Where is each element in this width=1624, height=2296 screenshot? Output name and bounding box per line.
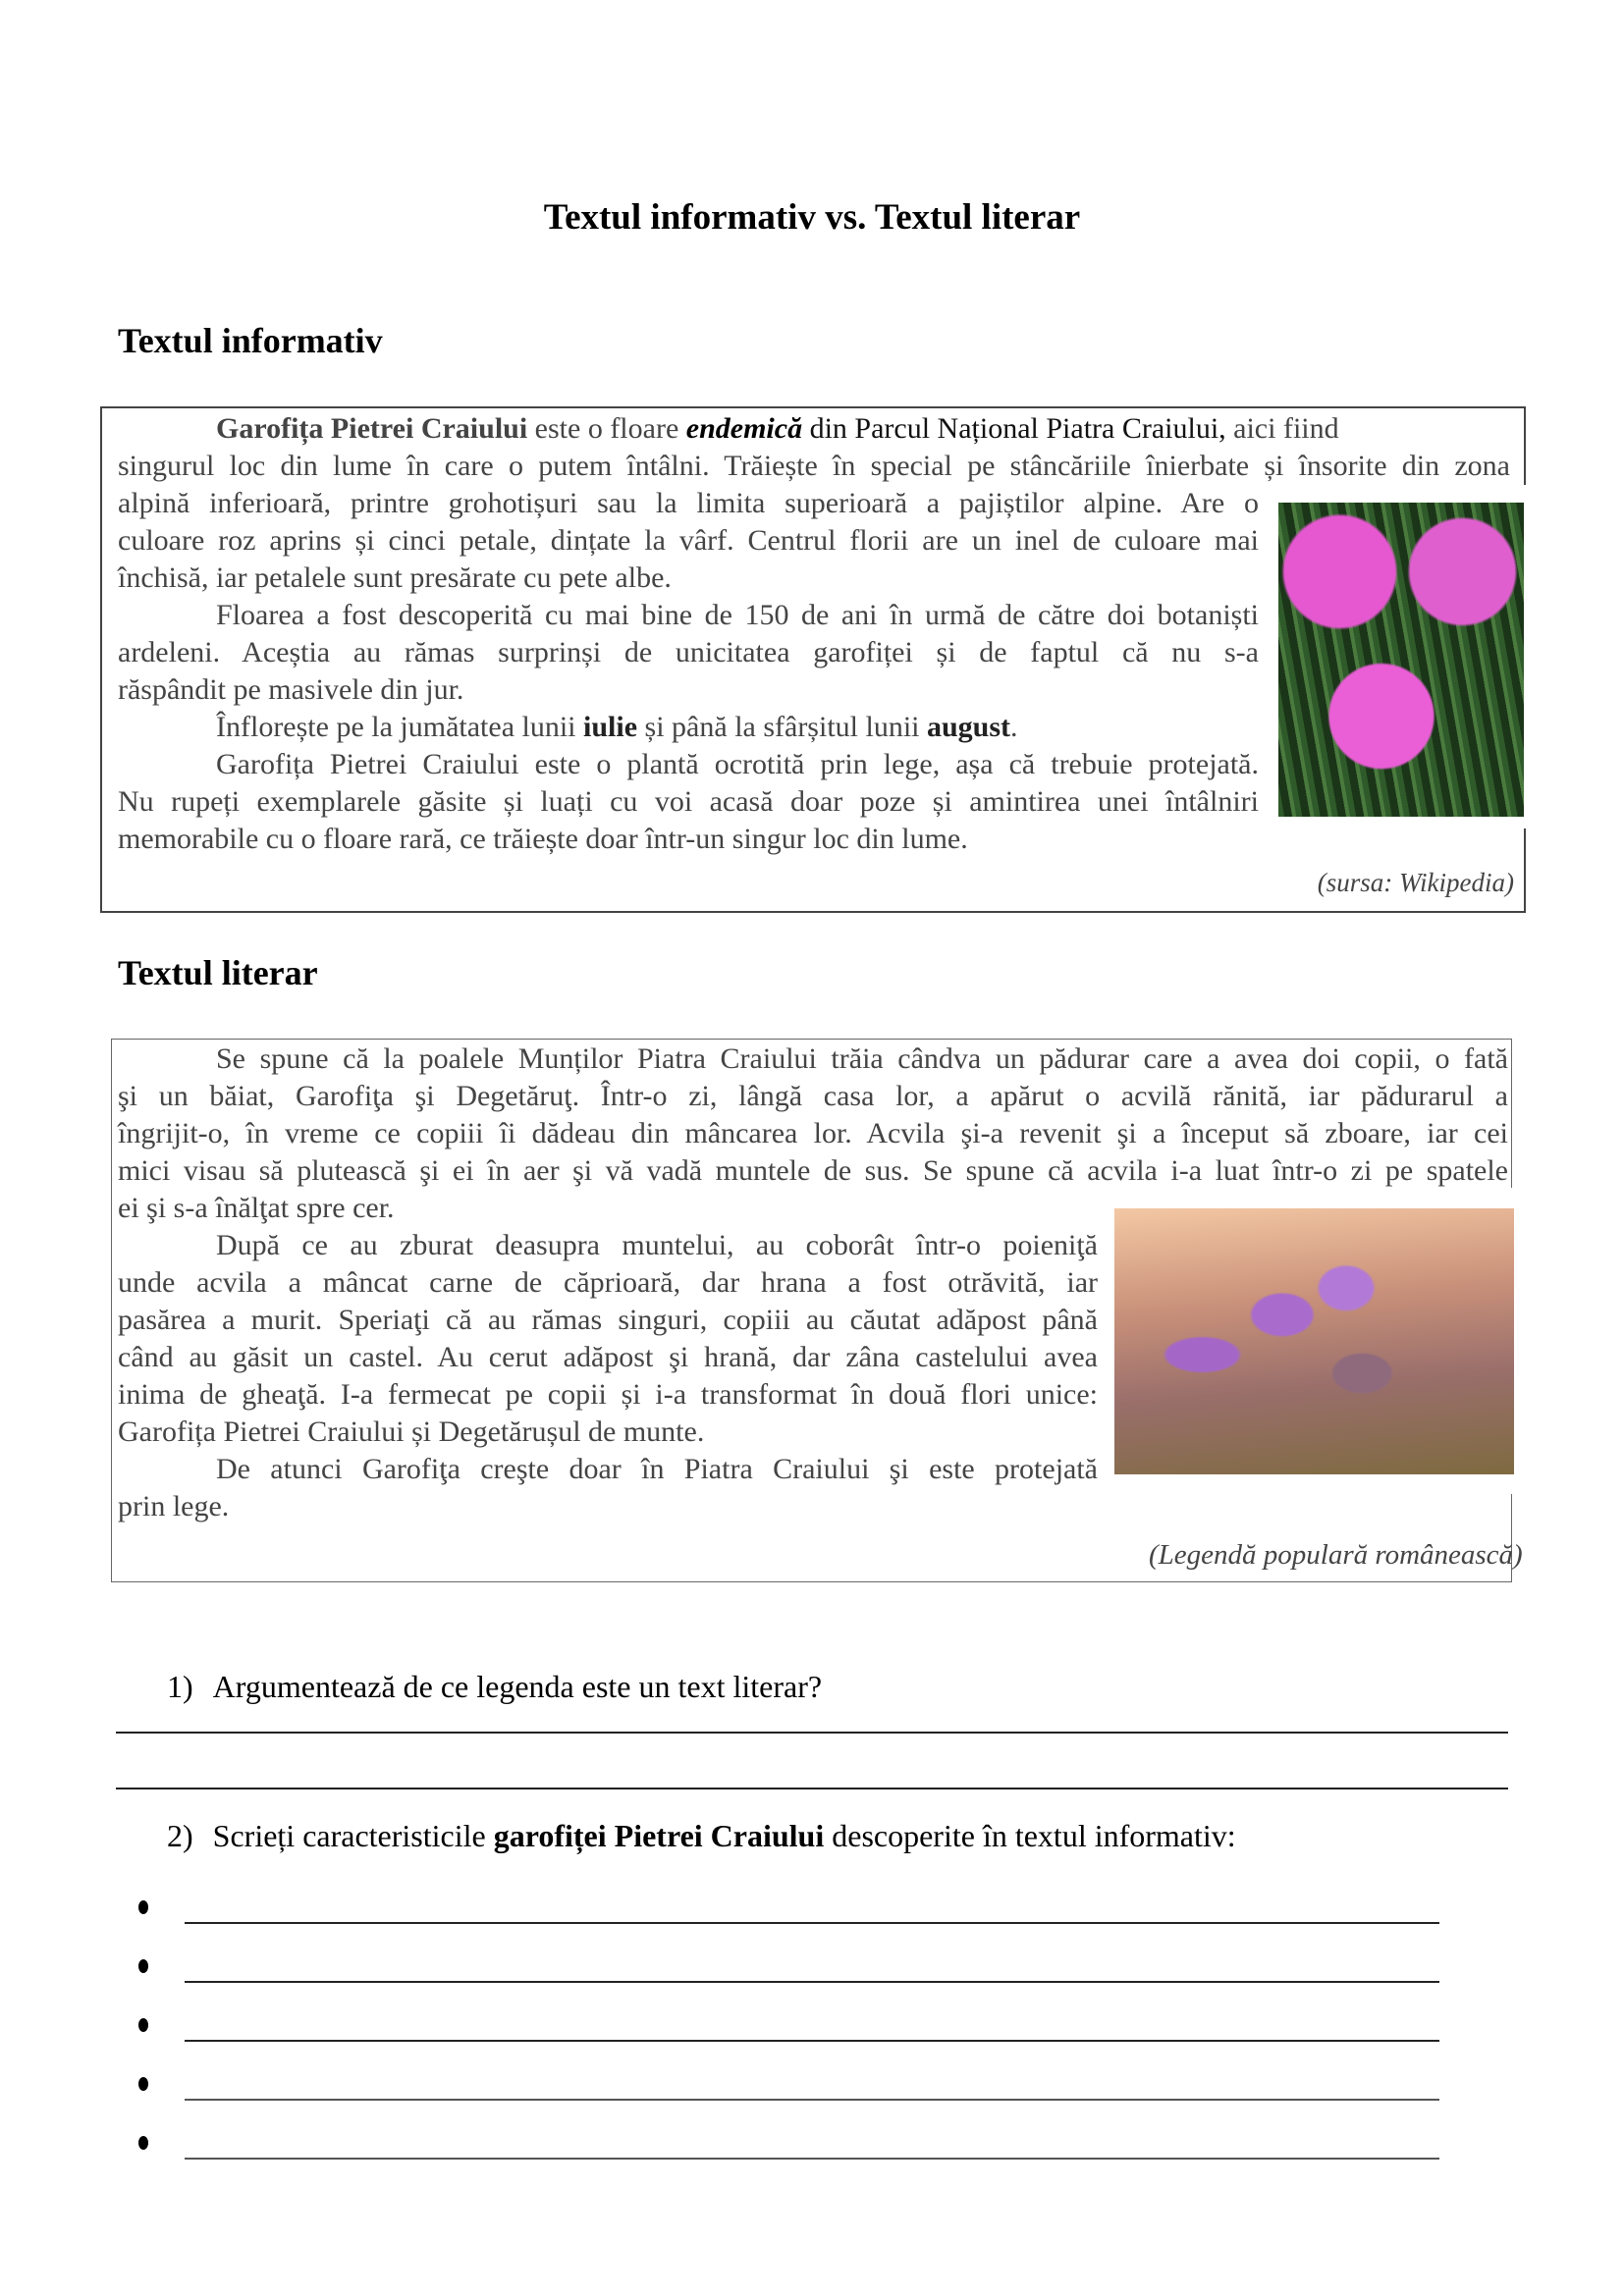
section-heading-informative: Textul informativ	[118, 321, 383, 360]
bullet-icon	[138, 2077, 148, 2091]
text-span: este o floare	[527, 412, 686, 445]
flower-name-bold: garofiței Pietrei Craiului	[493, 1818, 825, 1853]
informative-line-10: Garofița Pietrei Craiului este o plantă ocrotită prin lege, așa că trebuie protejată.	[216, 748, 1259, 780]
question-number: 1)	[167, 1669, 193, 1704]
section-heading-literary: Textul literar	[118, 953, 318, 992]
literary-line-2: şi un băiat, Garofiţa şi Degetăruţ. Într-o zi, lângă casa lor, a apărut o acvilă rănită, iar pădurarul a	[118, 1080, 1508, 1112]
answer-line-q2-2[interactable]	[185, 1981, 1439, 1983]
answer-line-q2-5[interactable]	[185, 2158, 1439, 2160]
literary-line-1: Se spune că la poalele Munților Piatra Craiului trăia cândva un pădurar care a avea doi copii, o fată	[216, 1042, 1508, 1075]
literary-line-4: mici visau să plutească şi ei în aer şi vă vadă muntele de sus. Se spune că acvila i-a luat într-o zi pe spatele	[118, 1154, 1508, 1187]
flower-name-bold: Garofița Pietrei Craiului	[216, 412, 528, 445]
literary-line-5: ei şi s-a înălţat spre cer.	[118, 1192, 395, 1224]
text-span: și până la sfârșitul lunii	[637, 711, 927, 743]
informative-line-7: ardeleni. Aceștia au rămas surprinși de unicitatea garofiței și de faptul că nu s-a	[118, 636, 1259, 668]
literary-line-8: pasărea a murit. Speriaţi că au rămas singuri, copiii au căutat adăpost până	[118, 1304, 1098, 1336]
pasque-flower-photo	[1114, 1208, 1514, 1474]
answer-line-q2-3[interactable]	[185, 2040, 1439, 2042]
literary-line-3: îngrijit-o, în vreme ce copiii îi dădeau din mâncarea lor. Acvila şi-a revenit şi a început să zboare, iar cei	[118, 1117, 1508, 1149]
answer-line-q1-1[interactable]	[116, 1732, 1508, 1734]
source-wikipedia: (sursa: Wikipedia)	[1317, 868, 1514, 897]
literary-line-7: unde acvila a mâncat carne de căprioară, dar hrana a fost otrăvită, iar	[118, 1266, 1098, 1299]
literary-line-13: prin lege.	[118, 1490, 230, 1522]
literary-line-9: când au găsit un castel. Au cerut adăpost şi hrană, dar zâna castelului avea	[118, 1341, 1098, 1373]
page-title: Textul informativ vs. Textul literar	[543, 197, 1081, 238]
month-august-bold: august	[927, 711, 1011, 743]
informative-line-4: culoare roz aprins și cinci petale, dințate la vârf. Centrul florii are un inel de culoare mai	[118, 524, 1259, 557]
text-span: Scrieți caracteristicile	[212, 1818, 494, 1853]
carnation-photo	[1278, 503, 1524, 817]
literary-line-11: Garofița Pietrei Craiului și Degetărușul de munte.	[118, 1415, 705, 1448]
literary-line-12: De atunci Garofiţa creşte doar în Piatra Craiului şi este protejată	[216, 1453, 1098, 1485]
month-july-bold: iulie	[583, 711, 638, 743]
literary-line-6: După ce au zburat deasupra muntelui, au coborât într-o poieniţă	[216, 1229, 1098, 1261]
answer-line-q1-2[interactable]	[116, 1788, 1508, 1789]
text-span: descoperite în textul informativ:	[824, 1818, 1236, 1853]
bullet-icon	[138, 2136, 148, 2150]
bullet-icon	[138, 1959, 148, 1973]
informative-line-8: răspândit pe masivele din jur.	[118, 673, 464, 706]
question-text: Argumentează de ce legenda este un text literar?	[212, 1669, 823, 1704]
source-legend: (Legendă populară românească)	[1149, 1539, 1523, 1571]
question-text	[213, 1818, 1236, 1853]
answer-line-q2-1[interactable]	[185, 1922, 1439, 1924]
informative-line-2: singurul loc din lume în care o putem întâlni. Trăiește în special pe stâncăriile înierbate și însorite din zona	[118, 450, 1510, 482]
informative-line-5: închisă, iar petalele sunt presărate cu pete albe.	[118, 561, 672, 594]
literary-line-10: inima de gheaţă. I-a fermecat pe copii și i-a transformat în două flori unice:	[118, 1378, 1098, 1411]
informative-line-3: alpină inferioară, printre grohotișuri sau la limita superioară a pajiștilor alpine. Are o	[118, 487, 1259, 519]
informative-line-9	[216, 709, 1018, 746]
bullet-icon	[138, 2018, 148, 2032]
endemic-bold-italic: endemică	[685, 412, 803, 445]
text-span: Înflorește pe la jumătatea lunii	[216, 711, 584, 743]
answer-line-q2-4[interactable]	[185, 2099, 1439, 2101]
text-span: aici fiind	[1225, 412, 1339, 445]
question-1	[167, 1669, 822, 1705]
informative-line-12: memorabile cu o floare rară, ce trăiește doar într-un singur loc din lume.	[118, 823, 968, 855]
informative-line-1	[216, 410, 1510, 448]
text-span: din Parcul Național Piatra Craiului,	[802, 412, 1226, 445]
text-span: .	[1010, 711, 1018, 743]
question-number: 2)	[167, 1818, 193, 1853]
bullet-icon	[138, 1900, 148, 1914]
question-2	[167, 1818, 1236, 1854]
informative-line-11: Nu rupeți exemplarele găsite și luați cu voi acasă doar poze și amintirea unei întâlniri	[118, 785, 1259, 818]
informative-line-6: Floarea a fost descoperită cu mai bine de 150 de ani în urmă de către doi botaniști	[216, 599, 1259, 631]
